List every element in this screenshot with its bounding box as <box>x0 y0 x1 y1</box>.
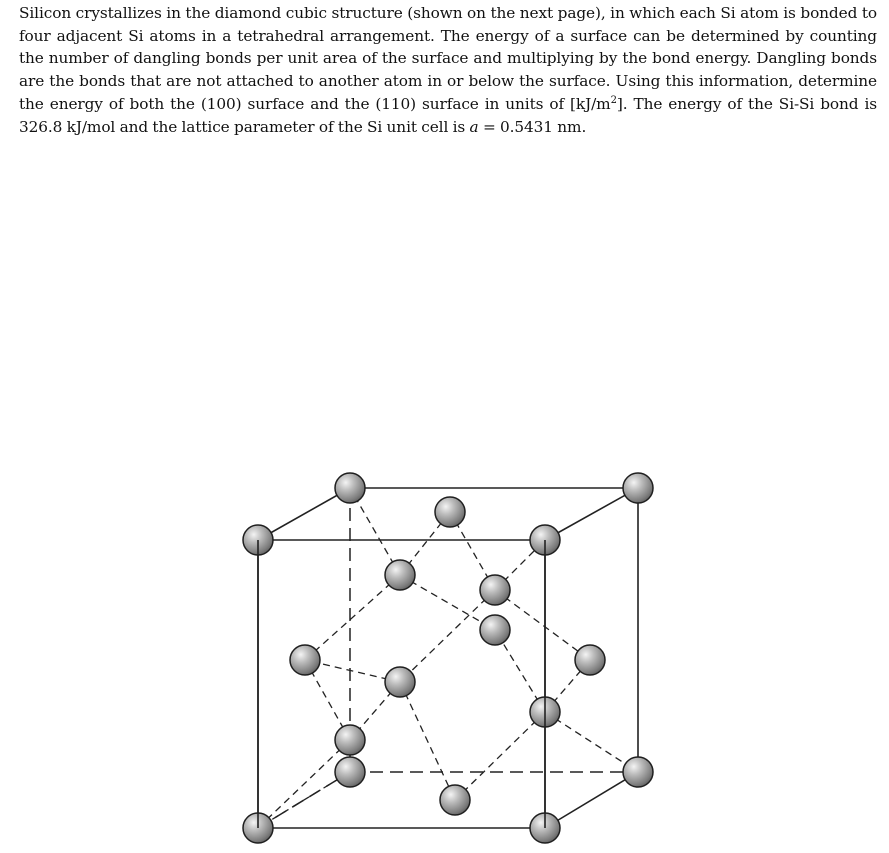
atom-interior <box>480 575 510 605</box>
unit-exponent: 2 <box>610 94 617 106</box>
atom-face <box>480 615 510 645</box>
atom-corner <box>335 757 365 787</box>
atom-face <box>435 497 465 527</box>
problem-text-part-3: = 0.5431 nm. <box>478 117 587 136</box>
lattice-parameter-symbol: a <box>469 117 479 136</box>
atom-face <box>290 645 320 675</box>
atom-face <box>335 725 365 755</box>
atoms <box>243 473 653 843</box>
problem-text-part-2: ]. The energy of the Si-Si bond is 326.8 kJ/mol and the lattice parameter of the Si unit cell is <box>19 94 878 136</box>
atom-corner <box>623 473 653 503</box>
atom-interior <box>385 560 415 590</box>
atom-interior <box>385 667 415 697</box>
edge-bottom-right <box>545 772 638 828</box>
edge-top-right <box>545 488 638 540</box>
atom-face <box>440 785 470 815</box>
edge-top-left <box>258 488 350 540</box>
atom-face <box>575 645 605 675</box>
atom-corner <box>335 473 365 503</box>
problem-text-part-1: Silicon crystallizes in the diamond cubic structure (shown on the next page), in which each Si atom is bonded to four adjacent Si atoms in a tetrahedral arrangement. The energy of a surface can be determined by counting the number of dangling bonds per unit area of the surface and multiplying by the bond energy. Dangling bonds are the bonds that are not attached to another atom in or below the surface. Using this information, determine the energy of both the (100) surface and the (110) surface in units of [kJ/m <box>19 4 877 113</box>
atom-corner <box>623 757 653 787</box>
